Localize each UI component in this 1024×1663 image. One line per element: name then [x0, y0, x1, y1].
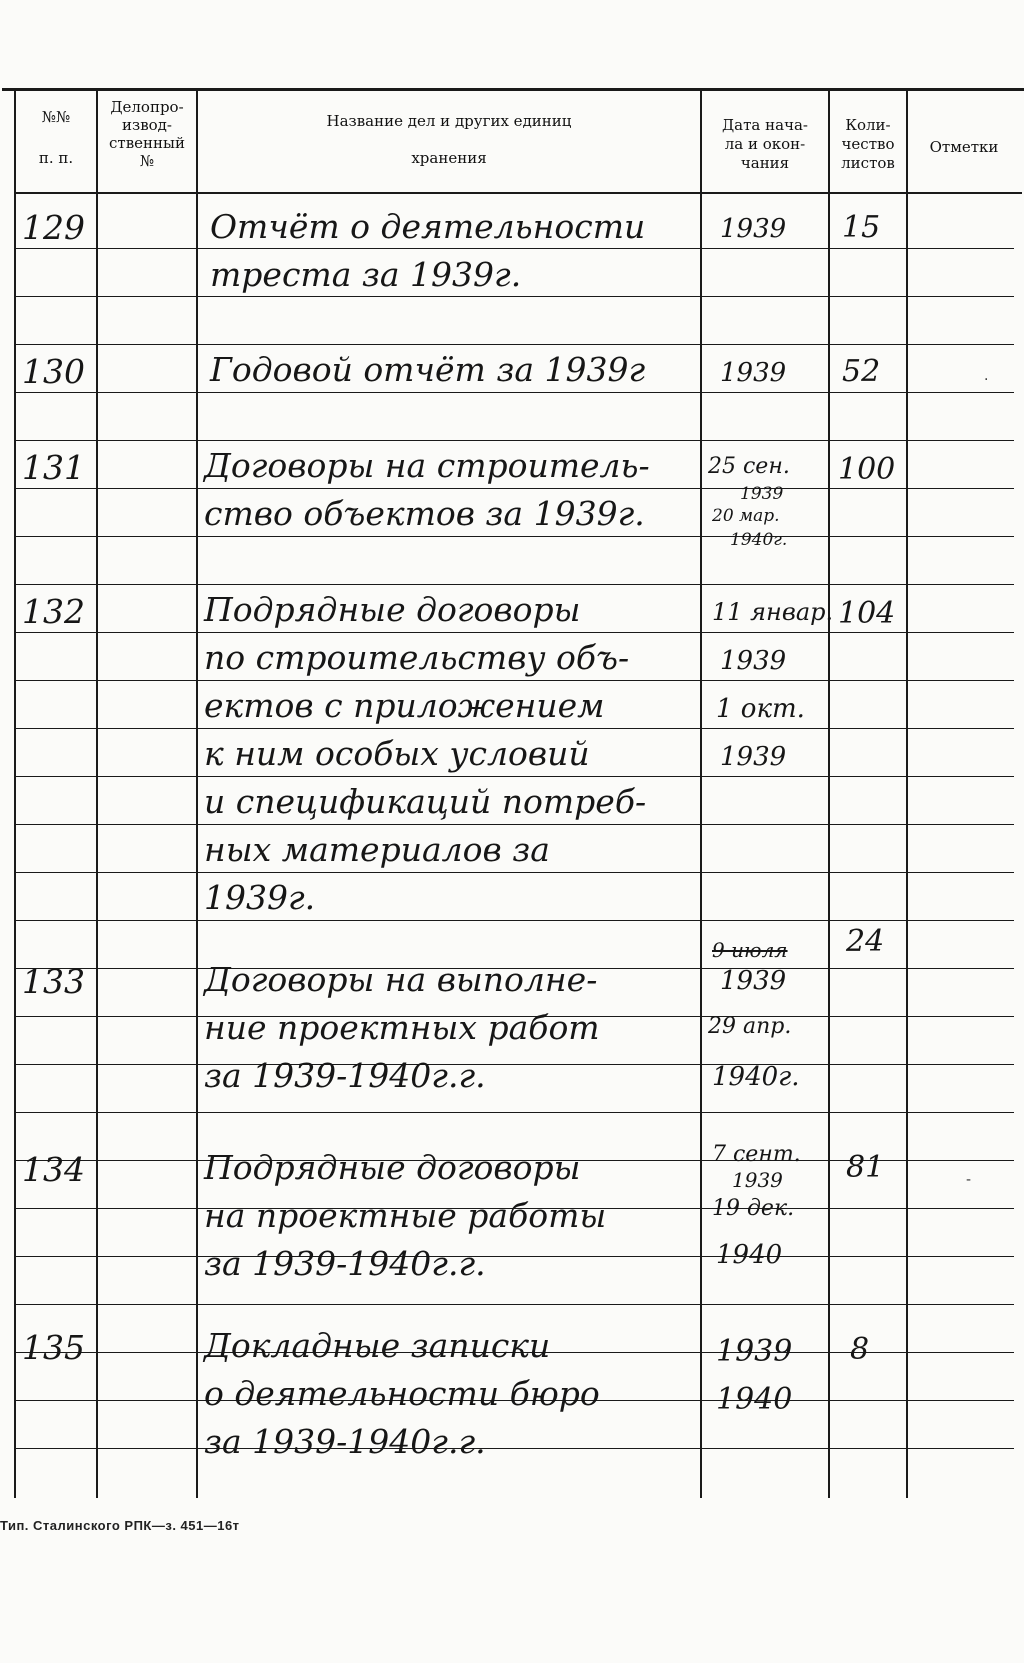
printer-footer: Тип. Сталинского РПК—з. 451—16т	[0, 1518, 240, 1533]
header-dates: Дата нача- ла и окон- чания	[721, 116, 808, 172]
note-dot: ·	[984, 372, 989, 388]
row-date: 1940	[716, 1382, 793, 1417]
row-date: 1939	[720, 214, 787, 244]
row-sheets: 100	[838, 452, 896, 487]
row-date: 20 мар.	[712, 506, 780, 526]
row-title-line: Подрядные договоры	[204, 1148, 581, 1187]
row-date: 1939	[720, 358, 787, 388]
row-title-line: ние проектных работ	[204, 1008, 600, 1047]
row-title-line: по строительству объ-	[204, 638, 630, 677]
row-date: 19 дек.	[712, 1196, 795, 1221]
row-title-line: треста за 1939г.	[210, 255, 522, 294]
header-num: №№ п. п.	[38, 108, 74, 167]
row-sheets: 52	[842, 354, 881, 389]
row-number: 130	[22, 352, 85, 391]
row-title-line: к ним особых условий	[204, 734, 590, 773]
row-title-line: 1939г.	[204, 878, 316, 917]
row-sheets: 104	[838, 596, 896, 631]
note-dash: -	[966, 1172, 972, 1188]
row-title-line: ство объектов за 1939г.	[204, 494, 645, 533]
row-title-line: ектов с приложением	[204, 686, 605, 725]
row-sheets: 8	[850, 1332, 870, 1367]
row-date: 1939	[732, 1168, 783, 1192]
row-date: 25 сен.	[708, 454, 790, 479]
row-title-line: Годовой отчёт за 1939г	[210, 350, 646, 389]
row-date: 1939	[720, 742, 787, 772]
row-date: 1939	[716, 1334, 793, 1369]
row-title-line: Договоры на выполне-	[204, 960, 598, 999]
row-date: 1939	[720, 646, 787, 676]
row-sheets: 24	[846, 924, 885, 959]
row-date: 11 январ.	[712, 598, 834, 626]
row-title-line: за 1939-1940г.г.	[204, 1244, 486, 1283]
row-number: 134	[22, 1150, 85, 1189]
header-notes: Отметки	[929, 138, 999, 156]
header-bottom-border	[14, 192, 1022, 194]
row-sheets: 81	[846, 1150, 885, 1185]
col-divider-4	[700, 88, 702, 1498]
row-date: 29 апр.	[708, 1014, 792, 1039]
col-divider-1	[14, 88, 16, 1498]
header-title: Название дел и других единиц хранения	[326, 112, 572, 167]
col-divider-3	[196, 88, 198, 1498]
row-title-line: Докладные записки	[204, 1326, 551, 1365]
row-number: 132	[22, 592, 85, 631]
row-date: 7 сент.	[712, 1142, 801, 1167]
col-divider-2	[96, 88, 98, 1498]
row-title-line: на проектные работы	[204, 1196, 607, 1235]
col-divider-5	[828, 88, 830, 1498]
row-number: 133	[22, 962, 85, 1001]
row-sheets: 15	[842, 210, 881, 245]
row-title-line: о деятельности бюро	[204, 1374, 600, 1413]
header-sheets: Коли- чество листов	[841, 116, 895, 172]
row-title-line: Подрядные договоры	[204, 590, 581, 629]
row-title-line: Договоры на строитель-	[204, 446, 650, 485]
row-date: 1940г.	[712, 1062, 800, 1092]
row-date: 1940г.	[730, 530, 788, 550]
row-title-line: за 1939-1940г.г.	[204, 1056, 486, 1095]
row-number: 135	[22, 1328, 85, 1367]
row-date: 1 окт.	[716, 694, 805, 724]
row-title-line: за 1939-1940г.г.	[204, 1422, 486, 1461]
row-title-line: ных материалов за	[204, 830, 550, 869]
row-title-line: и спецификаций потреб-	[204, 782, 647, 821]
col-divider-6	[906, 88, 908, 1498]
row-title-line: Отчёт о деятельности	[210, 207, 646, 246]
row-date: 1940	[716, 1240, 783, 1270]
row-date: 1939	[720, 966, 787, 996]
row-date: 9 июля	[712, 938, 788, 962]
row-date: 1939	[740, 484, 784, 504]
header-office-number: Делопро- извод- ственный №	[109, 98, 185, 170]
row-number: 129	[22, 208, 85, 247]
top-border	[2, 88, 1024, 91]
row-number: 131	[22, 448, 85, 487]
